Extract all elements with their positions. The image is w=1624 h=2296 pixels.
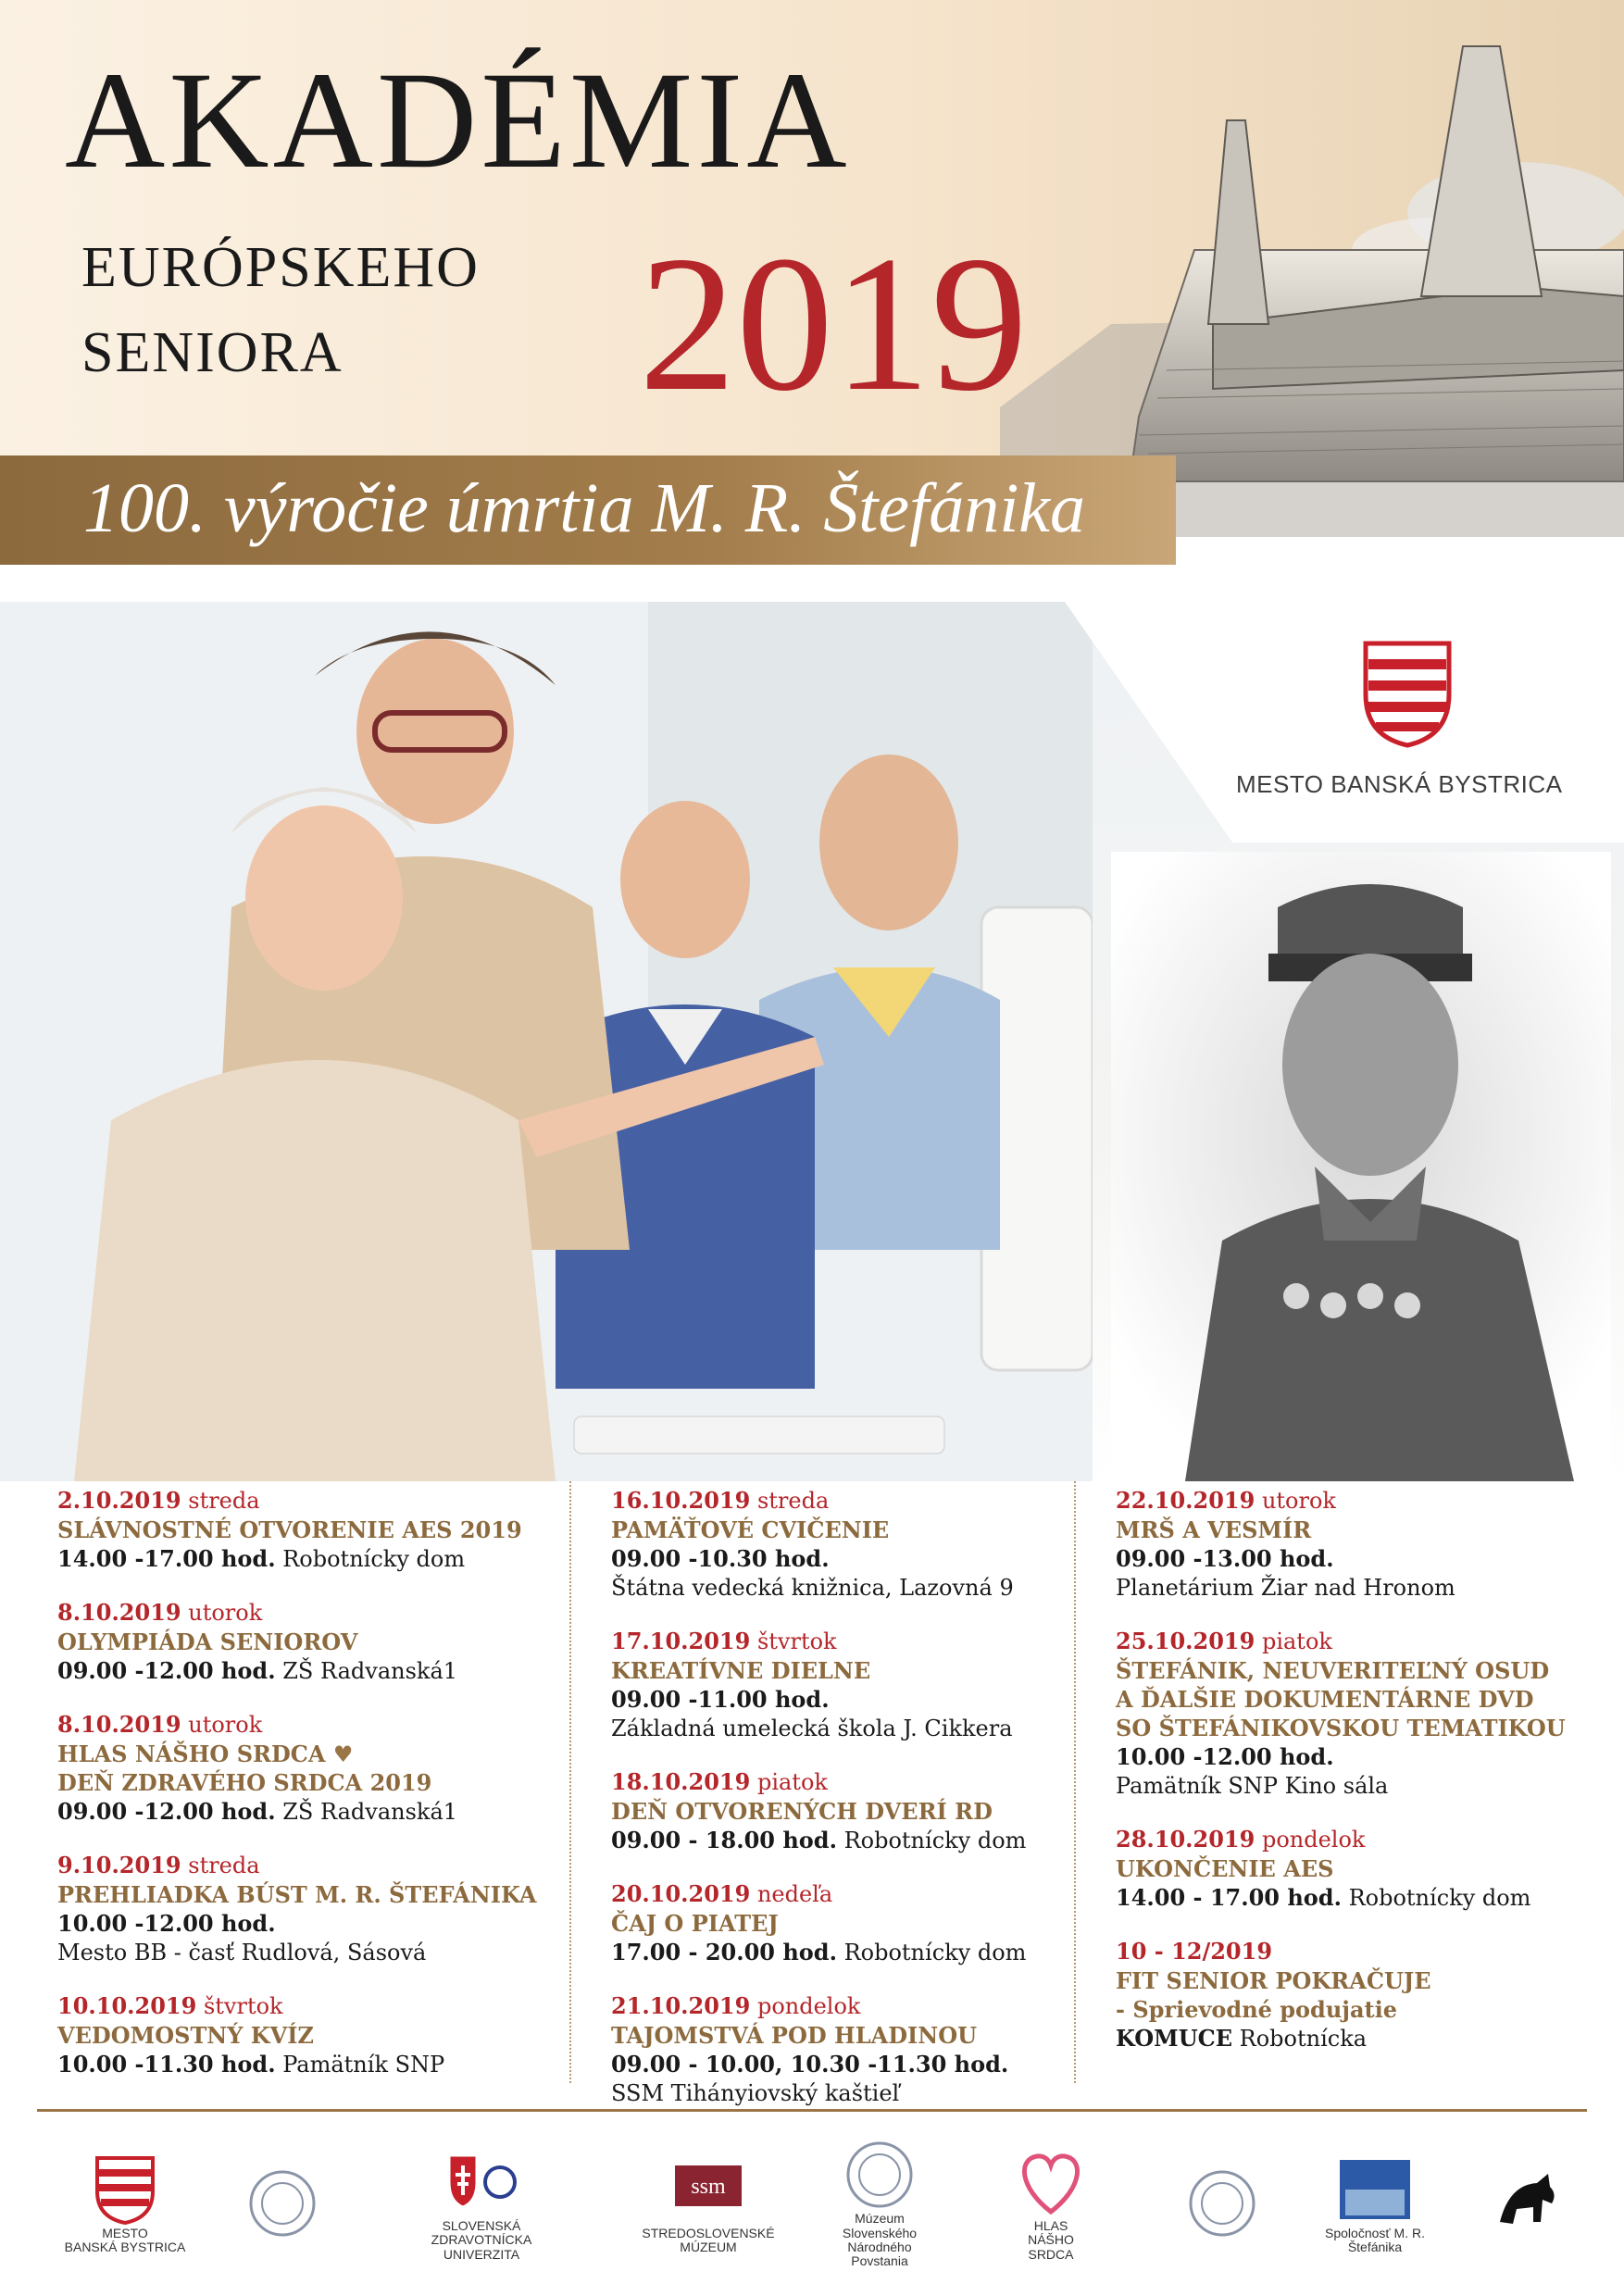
event-time-line: [1116, 1742, 1616, 1772]
event-time: 09.00 -12.00 hod.: [57, 1798, 276, 1825]
heart-logo-icon: [1014, 2145, 1088, 2219]
event-date-line: [1116, 1627, 1616, 1656]
event-place: Pamätník SNP Kino sála: [1116, 1773, 1389, 1799]
event-title: MRŠ A VESMÍR: [1116, 1516, 1312, 1543]
event-place: Robotnícka: [1239, 2026, 1368, 2052]
partner-logo: [370, 2129, 593, 2277]
event-date: 9.10.2019: [57, 1852, 181, 1878]
event-date: 2.10.2019: [57, 1487, 181, 1514]
partner-logo: [792, 2129, 968, 2277]
partner-logo: [213, 2129, 352, 2277]
event-place: Základná umelecká škola J. Cikkera: [611, 1716, 1013, 1741]
event-item: [57, 1486, 557, 1574]
museum-snp-icon: [843, 2138, 917, 2212]
seniors-photo: [0, 602, 1093, 1481]
city-crest-icon: [1361, 639, 1454, 750]
heart-icon: ♥: [325, 1741, 354, 1767]
event-time-line: [611, 1826, 1111, 1855]
horse-logo-icon: [1491, 2166, 1565, 2240]
partner-logo: [1463, 2129, 1593, 2277]
event-day: streda: [756, 1488, 830, 1514]
event-date-line: [57, 1486, 557, 1516]
event-time: 09.00 - 18.00 hod.: [611, 1827, 837, 1853]
event-title: KREATÍVNE DIELNE: [611, 1657, 871, 1684]
event-date-line: [611, 1767, 1111, 1797]
event-date-line: [1116, 1825, 1616, 1854]
event-date-line: [611, 1879, 1111, 1909]
event-date: 22.10.2019: [1116, 1487, 1255, 1514]
event-time: 09.00 -12.00 hod.: [57, 1657, 276, 1684]
event-item: [57, 1710, 557, 1827]
partner-logo-label: MESTO BANSKÁ BYSTRICA: [64, 2225, 186, 2254]
event-place: Planetárium Žiar nad Hronom: [1116, 1575, 1455, 1601]
academy-seal-icon: [245, 2166, 319, 2240]
event-time: 09.00 -13.00 hod.: [1116, 1545, 1334, 1572]
event-place: SSM Tihányiovský kaštieľ: [611, 2080, 900, 2106]
partner-logo-label: HLAS NÁŠHO SRDCA: [1028, 2217, 1074, 2262]
event-time-line: [57, 1656, 557, 1686]
event-time-line: [1116, 1883, 1616, 1913]
partner-logo-label: Múzeum Slovenského Národného Povstania: [842, 2211, 918, 2269]
title-year: 2019: [639, 217, 1028, 431]
event-title: FIT SENIOR POKRAČUJE: [1116, 1967, 1431, 1994]
event-date: 10 - 12/2019: [1116, 1938, 1273, 1965]
event-item: [1116, 1825, 1616, 1913]
szu-emblem-icon: [444, 2145, 518, 2219]
event-date: 10.10.2019: [57, 1992, 197, 2019]
event-day: utorok: [188, 1600, 263, 1626]
event-item: [57, 1598, 557, 1686]
event-time-line: [57, 1909, 557, 1939]
event-place: Robotnícky dom: [843, 1828, 1027, 1853]
event-place: ZŠ Radvanská1: [282, 1799, 458, 1825]
event-day: piatok: [1261, 1628, 1332, 1654]
event-item: [611, 1627, 1111, 1743]
event-title: PREHLIADKA BÚST M. R. ŠTEFÁNIKA: [57, 1881, 537, 1908]
event-item: [57, 1851, 557, 1967]
event-day: štvrtok: [203, 1993, 283, 2019]
event-time: 14.00 - 17.00 hod.: [1116, 1884, 1342, 1911]
event-title: HLAS NÁŠHO SRDCA ♥: [57, 1741, 354, 1767]
partner-logo-label: STREDOSLOVENSKÉ MÚZEUM: [642, 2225, 775, 2254]
partner-logo: [1162, 2129, 1282, 2277]
event-time: 09.00 - 10.00, 10.30 -11.30 hod.: [611, 2051, 1009, 2078]
event-date-line: [611, 1991, 1111, 2021]
event-place: ZŠ Radvanská1: [282, 1658, 458, 1684]
schedule-column-3: [1116, 1486, 1616, 2078]
schedule-column-1: [57, 1486, 557, 2103]
event-item: [611, 1767, 1111, 1855]
event-place: Robotnícky dom: [843, 1940, 1027, 1965]
event-title: UKONČENIE AES: [1116, 1855, 1334, 1882]
event-time-line: [57, 2050, 557, 2079]
event-item: [1116, 1486, 1616, 1603]
event-title: ŠTEFÁNIK, NEUVERITEĽNÝ OSUD: [1116, 1657, 1550, 1684]
library-seal-icon: [1185, 2166, 1259, 2240]
event-date-line: [57, 1991, 557, 2021]
event-time-line: [57, 1544, 557, 1574]
event-item: [1116, 1937, 1616, 2053]
event-time-line: [1116, 2024, 1616, 2053]
event-date-line: [57, 1710, 557, 1740]
event-time-line: [611, 1938, 1111, 1967]
event-date-line: [1116, 1937, 1616, 1966]
event-time: 09.00 -11.00 hod.: [611, 1686, 830, 1713]
event-title: SLÁVNOSTNÉ OTVORENIE AES 2019: [57, 1516, 522, 1543]
event-day: streda: [188, 1488, 260, 1514]
event-date: 25.10.2019: [1116, 1628, 1255, 1654]
event-time-line: [611, 1544, 1111, 1574]
partner-logo: [986, 2129, 1116, 2277]
partner-logo-label: Spoločnosť M. R. Štefánika: [1325, 2225, 1425, 2254]
event-day: pondelok: [756, 1993, 861, 2019]
event-date: 8.10.2019: [57, 1711, 181, 1738]
schedule-column-2: [611, 1486, 1111, 2132]
anniversary-banner-text: 100. výročie úmrtia M. R. Štefánika: [83, 469, 1086, 547]
event-place: Robotnícky dom: [1348, 1885, 1531, 1911]
event-day: utorok: [188, 1712, 263, 1738]
event-time: 09.00 -10.30 hod.: [611, 1545, 830, 1572]
city-name: MESTO BANSKÁ BYSTRICA: [1236, 770, 1563, 798]
event-date: 20.10.2019: [611, 1880, 751, 1907]
event-day: streda: [188, 1853, 260, 1878]
title-sub-line1: EURÓPSKEHO: [81, 236, 480, 299]
svg-text:ssm: ssm: [691, 2174, 726, 2199]
event-item: [1116, 1627, 1616, 1801]
column-divider: [569, 1481, 573, 2083]
event-item: [611, 1879, 1111, 1967]
event-item: [611, 1991, 1111, 2108]
event-item: [57, 1991, 557, 2079]
society-logo-icon: [1338, 2152, 1412, 2227]
event-date-line: [611, 1486, 1111, 1516]
title-sub-line2: SENIORA: [81, 321, 344, 384]
event-date-line: [1116, 1486, 1616, 1516]
event-time-line: [1116, 1544, 1616, 1574]
partner-logo: [1305, 2129, 1444, 2277]
event-time: KOMUCE: [1116, 2025, 1233, 2052]
event-date: 8.10.2019: [57, 1599, 181, 1626]
bottom-rule: [37, 2109, 1587, 2112]
event-title: DEŇ ZDRAVÉHO SRDCA 2019: [57, 1769, 432, 1796]
event-title: DEŇ OTVORENÝCH DVERÍ RD: [611, 1798, 993, 1825]
event-title: OLYMPIÁDA SENIOROV: [57, 1628, 358, 1655]
event-date-line: [57, 1598, 557, 1628]
event-place: Štátna vedecká knižnica, Lazovná 9: [611, 1575, 1014, 1601]
event-day: pondelok: [1261, 1827, 1366, 1853]
event-date-line: [611, 1627, 1111, 1656]
partner-logo-label: SLOVENSKÁ ZDRAVOTNÍCKA UNIVERZITA: [431, 2217, 532, 2262]
event-place: Robotnícky dom: [282, 1546, 466, 1572]
event-title: A ĎALŠIE DOKUMENTÁRNE DVD: [1116, 1686, 1534, 1713]
event-title: TAJOMSTVÁ POD HLADINOU: [611, 2022, 978, 2049]
event-day: nedeľa: [756, 1881, 833, 1907]
event-date: 17.10.2019: [611, 1628, 751, 1654]
event-time: 10.00 -11.30 hod.: [57, 2051, 276, 2078]
event-place: Pamätník SNP: [282, 2052, 445, 2078]
city-crest-icon: [88, 2152, 162, 2227]
event-place: Mesto BB - časť Rudlová, Sásová: [57, 1940, 427, 1965]
event-time: 14.00 -17.00 hod.: [57, 1545, 276, 1572]
stefanik-portrait: [1111, 852, 1611, 1481]
event-title: SO ŠTEFÁNIKOVSKOU TEMATIKOU: [1116, 1715, 1566, 1741]
event-day: piatok: [756, 1769, 828, 1795]
event-day: utorok: [1261, 1488, 1336, 1514]
event-time: 17.00 - 20.00 hod.: [611, 1939, 837, 1965]
event-item: [611, 1486, 1111, 1603]
event-time-line: [611, 2050, 1111, 2079]
event-date: 21.10.2019: [611, 1992, 751, 2019]
event-date: 18.10.2019: [611, 1768, 751, 1795]
event-title: - Sprievodné podujatie: [1116, 1996, 1397, 2023]
event-title: ČAJ O PIATEJ: [611, 1910, 779, 1937]
event-date-line: [57, 1851, 557, 1880]
event-time: 10.00 -12.00 hod.: [57, 1910, 276, 1937]
partner-logo: [639, 2129, 778, 2277]
event-date: 28.10.2019: [1116, 1826, 1255, 1853]
event-time-line: [611, 1685, 1111, 1715]
event-day: štvrtok: [756, 1628, 837, 1654]
ssm-logo-icon: [671, 2152, 745, 2227]
event-time: 10.00 -12.00 hod.: [1116, 1743, 1334, 1770]
event-title: VEDOMOSTNÝ KVÍZ: [57, 2022, 314, 2049]
title-main: AKADÉMIA: [65, 44, 851, 197]
partner-logo: [51, 2129, 199, 2277]
event-time-line: [57, 1797, 557, 1827]
event-title: PAMÄŤOVÉ CVIČENIE: [611, 1516, 890, 1543]
event-date: 16.10.2019: [611, 1487, 751, 1514]
